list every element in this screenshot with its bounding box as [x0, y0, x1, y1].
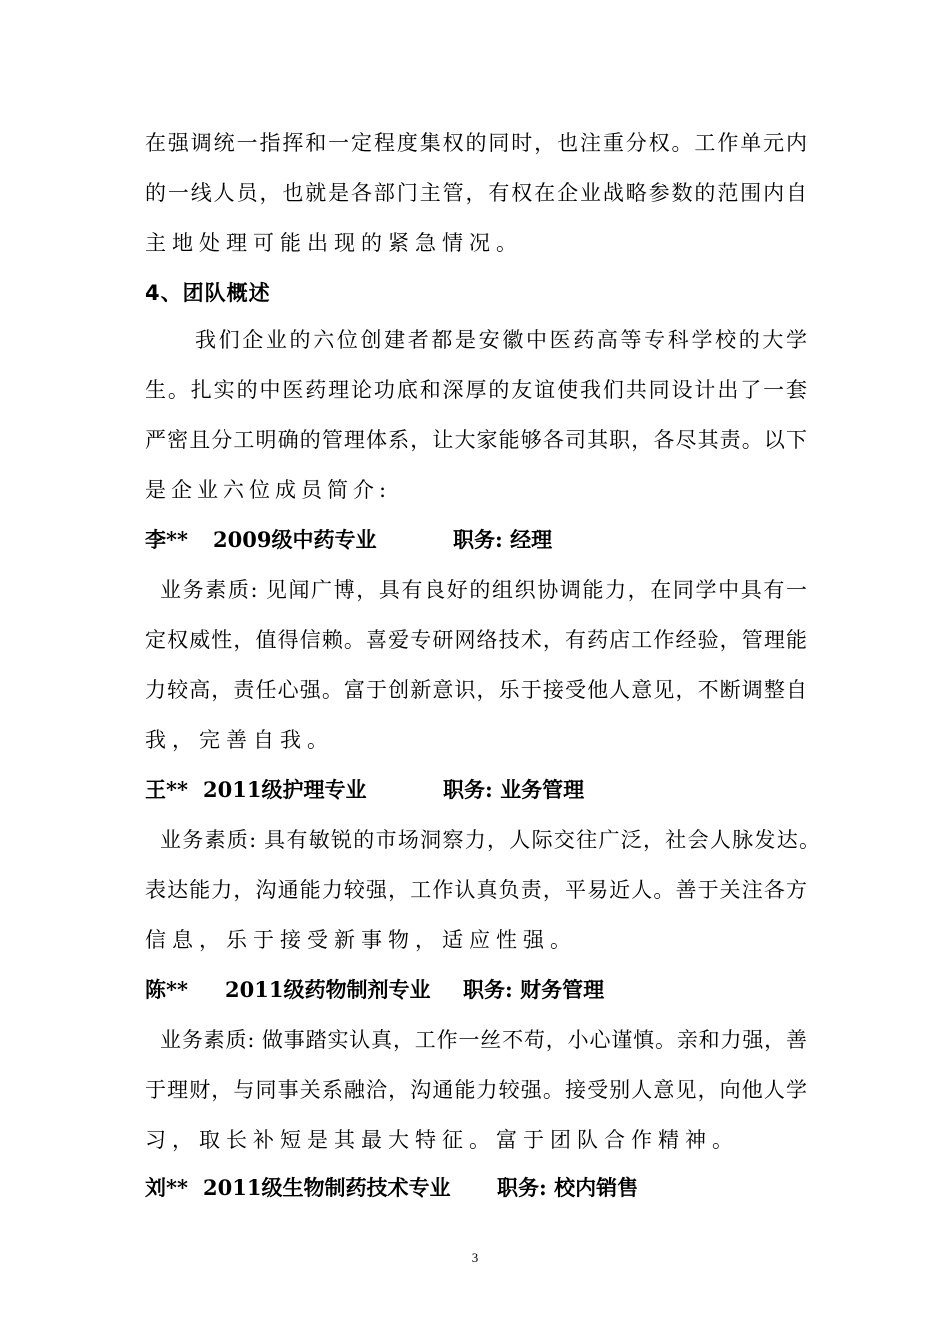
- member-name: 陈**: [145, 977, 188, 1002]
- member-role: 职务: 校内销售: [497, 1175, 639, 1200]
- paragraph-line: 严密且分工明确的管理体系，让大家能够各司其职，各尽其责。以下: [145, 428, 807, 452]
- paragraph-line: 我们企业的六位创建者都是安徽中医药高等专科学校的大学: [195, 328, 807, 352]
- paragraph-line: 主地处理可能出现的紧急情况。: [145, 231, 523, 255]
- member-role: 职务: 财务管理: [463, 977, 605, 1002]
- member-name: 李**: [145, 527, 188, 552]
- member-role: 职务: 业务管理: [443, 777, 585, 802]
- member-major: 2011级药物制剂专业: [225, 977, 431, 1002]
- member-role: 职务: 经理: [453, 527, 553, 552]
- paragraph-line: 生。扎实的中医药理论功底和深厚的友谊使我们共同设计出了一套: [145, 378, 807, 402]
- paragraph-line: 是企业六位成员简介:: [145, 478, 392, 502]
- page-number: 3: [471, 1250, 479, 1265]
- member-desc-line: 业务素质: 具有敏锐的市场洞察力，人际交往广泛，社会人脉发达。: [160, 828, 820, 852]
- member-desc-line: 信息，乐于接受新事物，适应性强。: [145, 928, 577, 952]
- member-name: 刘**: [145, 1175, 188, 1200]
- member-desc-line: 我，完善自我。: [145, 728, 334, 752]
- member-desc-line: 于理财，与同事关系融洽，沟通能力较强。接受别人意见，向他人学: [145, 1078, 807, 1102]
- member-desc-line: 习，取长补短是其最大特征。富于团队合作精神。: [145, 1128, 739, 1152]
- member-major: 2011级生物制药技术专业: [203, 1175, 451, 1200]
- member-desc-line: 业务素质: 做事踏实认真，工作一丝不苟，小心谨慎。亲和力强，善: [160, 1028, 807, 1052]
- paragraph-line: 在强调统一指挥和一定程度集权的同时，也注重分权。工作单元内: [145, 131, 807, 155]
- paragraph-line: 的一线人员，也就是各部门主管，有权在企业战略参数的范围内自: [145, 181, 807, 205]
- section-heading: 4、团队概述: [145, 281, 271, 305]
- member-desc-line: 表达能力，沟通能力较强，工作认真负责，平易近人。善于关注各方: [145, 878, 807, 902]
- member-desc-line: 定权威性，值得信赖。喜爱专研网络技术，有药店工作经验，管理能: [145, 628, 807, 652]
- member-major: 2011级护理专业: [203, 777, 367, 802]
- member-name: 王**: [145, 777, 188, 802]
- member-desc-line: 业务素质: 见闻广博，具有良好的组织协调能力，在同学中具有一: [160, 578, 807, 602]
- member-major: 2009级中药专业: [213, 527, 377, 552]
- member-desc-line: 力较高，责任心强。富于创新意识，乐于接受他人意见，不断调整自: [145, 678, 807, 702]
